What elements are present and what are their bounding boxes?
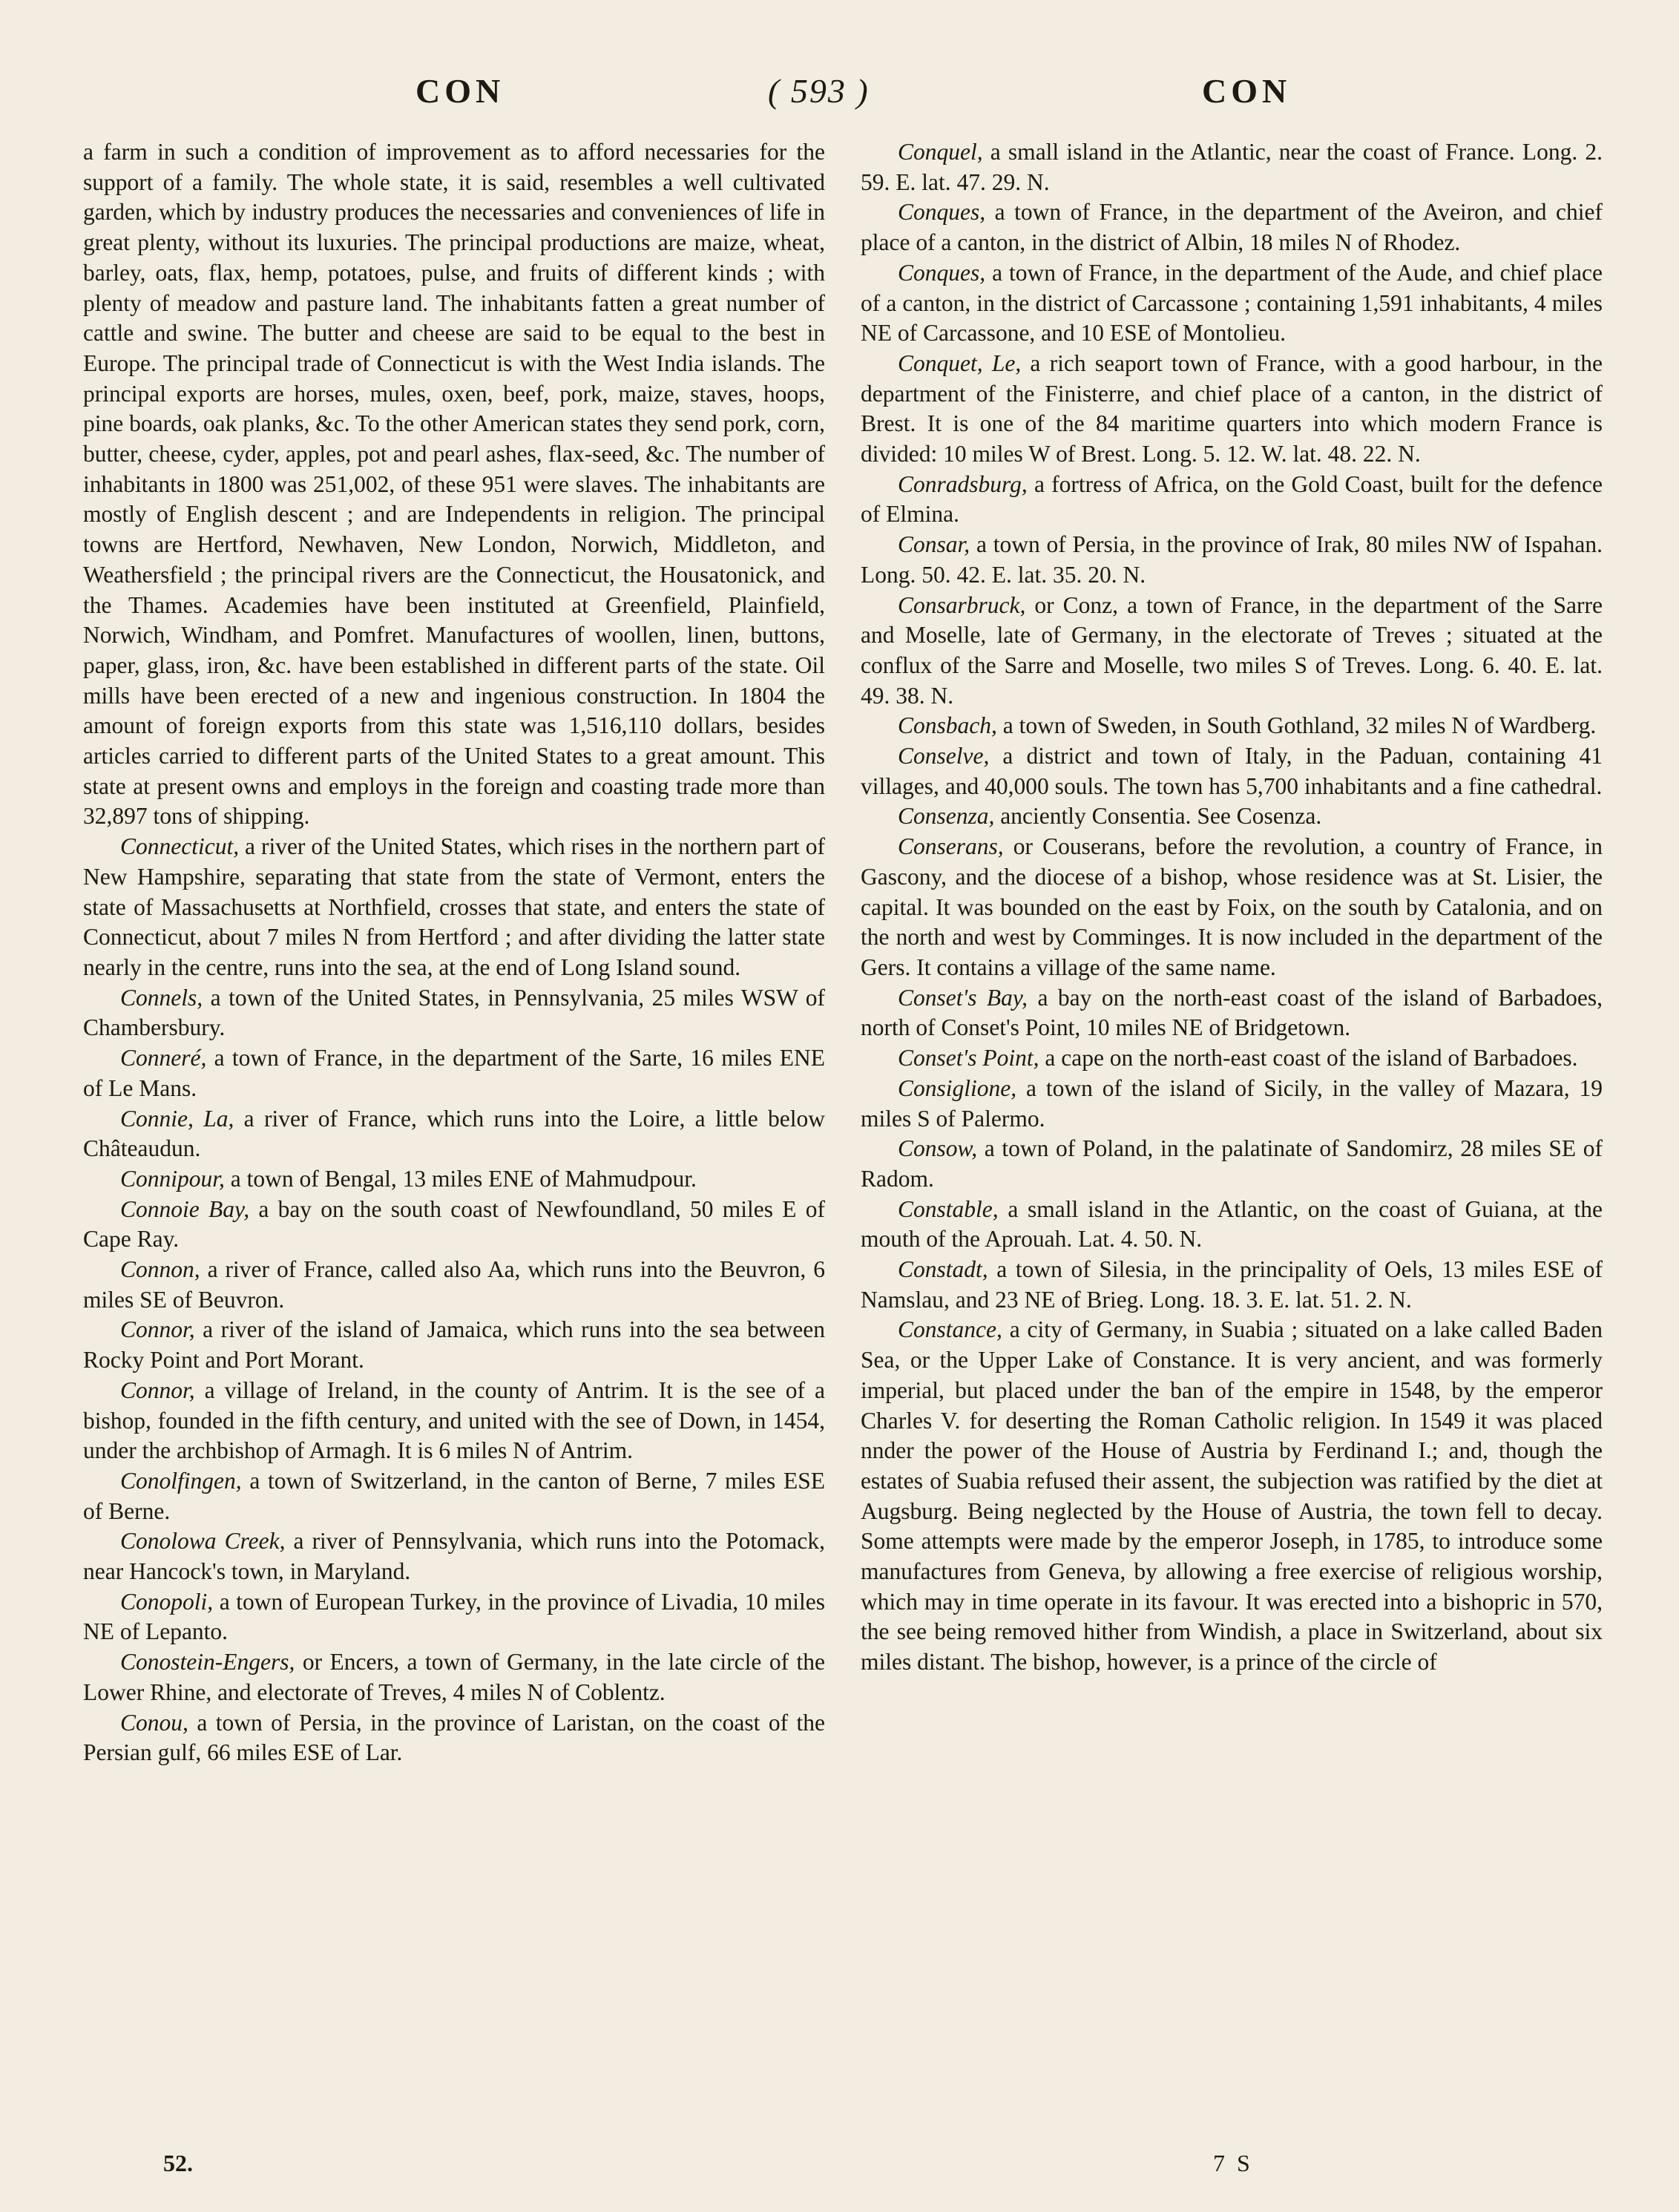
gazetteer-entry [83,137,825,832]
gazetteer-entry [861,1134,1603,1194]
entry-headword: Consar, [898,531,970,558]
entry-text: a town of Silesia, in the principality of Oels, 13 miles ESE of Namslau, and 23 NE of Brieg. Long. 18. 3. E. lat. 51. 2. N. [861,1256,1603,1313]
entry-text: a district and town of Italy, in the Paduan, containing 41 villages, and 40,000 souls. The town has 5,700 inhabitants and a fine cathedral. [861,743,1603,799]
entry-headword: Constance, [898,1316,1002,1343]
entry-text: a town of France, in the department of the Aude, and chief place of a canton, in the district of Carcassone ; containing 1,591 inhabitants, 4 miles NE of Carcassone, and 10 ESE of Montolieu. [861,259,1603,347]
gazetteer-entry [861,801,1603,832]
gazetteer-entry [861,591,1603,712]
entry-headword: Constable, [898,1195,999,1222]
entry-text: a village of Ireland, in the county of Antrim. It is the see of a bishop, founded in the fifth century, and united with the see of Down, in 1454, under the archbishop of Armagh. It is 6 miles N of Antrim. [83,1376,825,1464]
running-head [0,71,1679,116]
gazetteer-entry [83,1164,825,1195]
entry-headword: Conset's Point, [898,1045,1039,1071]
entry-text: a small island in the Atlantic, on the coast of Guiana, at the mouth of the Aprouah. Lat. 4. 50. N. [861,1195,1603,1253]
entry-headword: Conquel, [898,139,983,165]
entry-headword: Connor, [120,1376,195,1403]
entry-headword: Conset's Bay, [898,984,1028,1011]
entry-text: a small island in the Atlantic, near the coast of France. Long. 2. 59. E. lat. 47. 29. N. [861,139,1603,195]
gazetteer-entry [83,1647,825,1707]
gazetteer-entry [83,832,825,983]
left-column [83,137,825,1768]
entry-headword: Conneré, [120,1045,207,1071]
entry-text: a river of the United States, which rises in the northern part of New Hampshire, separating that state from the state of Vermont, enters the state of Massachusetts at Northfield, crosses that state, and enters the state of Connecticut, about 7 miles N from Hertford ; and after dividing the latter state nearly in the centre, runs into the sea, at the end of Long Island sound. [83,833,825,980]
gazetteer-entry [861,1195,1603,1255]
entry-text: or Encers, a town of Germany, in the late circle of the Lower Rhine, and electorate of Treves, 4 miles N of Coblentz. [83,1649,825,1705]
entry-text: a bay on the north-east coast of the island of Barbadoes, north of Conset's Point, 10 miles NE of Bridgetown. [861,984,1603,1041]
entry-headword: Conques, [898,259,986,286]
entry-headword: Consarbruck, [898,591,1026,618]
right-column [861,137,1603,1678]
entry-text: anciently Consentia. See Cosenza. [994,803,1322,830]
entry-text: a town of the United States, in Pennsylvania, 25 miles WSW of Chambersbury. [83,984,825,1041]
entry-text: a farm in such a condition of improvement as to afford necessaries for the support of a family. The whole state, it is said, resembles a well cultivated garden, which by industry produces the necessaries and conveniences of life in great plenty, without its luxuries. The principal productions are maize, wheat, barley, oats, flax, hemp, potatoes, pulse, and fruits of different kinds ; with plenty of meadow and pasture land. The inhabitants fatten a great number of cattle and swine. The butter and cheese are said to be equal to the best in Europe. The principal trade of Connecticut is with the West India islands. The principal exports are horses, mules, oxen, beef, pork, maize, staves, hoops, pine boards, oak planks, &c. To the other American states they send pork, corn, butter, cheese, cyder, apples, pot and pearl ashes, flax-seed, &c. The number of inhabitants in 1800 was 251,002, of these 951 were slaves. The inhabitants are mostly of English descent ; and are Independents in religion. The principal towns are Hertford, Newhaven, New London, Norwich, Middleton, and Weathersfield ; the principal rivers are the Connecticut, the Housatonick, and the Thames. Academies have been instituted at Greenfield, Plainfield, Norwich, Windham, and Pomfret. Manufactures of woollen, linen, buttons, paper, glass, iron, &c. have been established in different parts of the state. Oil mills have been erected of a new and ingenious construction. In 1804 the amount of foreign exports from this state was 1,516,110 dollars, besides articles carried to different parts of the United States to a great amount. This state at present owns and employs in the foreign and coasting trade more than 32,897 tons of shipping. [83,139,825,830]
entry-headword: Conserans, [898,833,1004,860]
entry-headword: Connon, [120,1256,200,1283]
entry-headword: Constadt, [898,1256,988,1283]
gazetteer-entry [861,470,1603,530]
gazetteer-entry [861,1255,1603,1315]
gazetteer-entry [83,1043,825,1103]
entry-text: or Conz, a town of France, in the department of the Sarre and Moselle, late of Germany, in the electorate of Treves ; situated at the conflux of the Sarre and Moselle, two miles S of Treves. Long. 6. 40. E. lat. 49. 38. N. [861,591,1603,709]
entry-text: a town of Poland, in the palatinate of Sandomirz, 28 miles SE of Radom. [861,1135,1603,1192]
gazetteer-entry [861,530,1603,590]
entry-headword: Consenza, [898,803,995,830]
signature-mark: 52. [163,2150,193,2176]
entry-headword: Conolfingen, [120,1467,242,1494]
entry-text: a river of the island of Jamaica, which runs into the sea between Rocky Point and Port Morant. [83,1316,825,1374]
gazetteer-entry [83,983,825,1043]
gazetteer-entry [861,1315,1603,1677]
entry-text: a river of France, which runs into the Loire, a little below Châteaudun. [83,1105,825,1162]
gazetteer-entry [83,1376,825,1466]
entry-headword: Conolowa Creek, [120,1528,286,1555]
entry-headword: Connoie Bay, [120,1195,250,1222]
gazetteer-entry [861,1043,1603,1074]
entry-text: a town of Persia, in the province of Irak, 80 miles NW of Ispahan. Long. 50. 42. E. lat. 35. 20. N. [861,531,1603,588]
running-head-right: CON [1202,72,1292,110]
entry-headword: Consow, [898,1135,978,1162]
gazetteer-entry [861,741,1603,801]
gazetteer-entry [83,1195,825,1255]
entry-headword: Conou, [120,1709,188,1736]
entry-headword: Connipour, [120,1165,225,1192]
entry-headword: Consbach, [898,712,997,739]
entry-text: a fortress of Africa, on the Gold Coast, built for the defence of Elmina. [861,470,1603,528]
entry-headword: Consiglione, [898,1074,1017,1101]
gazetteer-entry [83,1708,825,1768]
entry-text: a city of Germany, in Suabia ; situated on a lake called Baden Sea, or the Upper Lake of Constance. It is very ancient, and was formerly imperial, but placed under the ban of the empire in 1548, by the emperor Charles V. for deserting the Roman Catholic religion. In 1549 it was placed nnder the power of the House of Austria by Ferdinand I.; and, though the estates of Suabia refused their assent, the subjection was ratified by the diet at Augsburg. Being neglected by the House of Austria, the town fell to decay. Some attempts were made by the emperor Joseph, in 1785, to introduce some manufactures from Geneva, by allowing a free exercise of religious worship, which may in time operate in its favour. It was erected into a bishopric in 570, the see being removed hither from Windish, a place in Switzerland, about six miles distant. The bishop, however, is a prince of the circle of [861,1316,1603,1676]
entry-headword: Connor, [120,1316,195,1343]
gazetteer-entry [861,983,1603,1043]
entry-text: a town of Sweden, in South Gothland, 32 miles N of Wardberg. [996,712,1597,739]
entry-text: a bay on the south coast of Newfoundland, 50 miles E of Cape Ray. [83,1195,825,1253]
entry-text: a cape on the north-east coast of the island of Barbadoes. [1039,1045,1578,1071]
gazetteer-entry [83,1526,825,1586]
gazetteer-entry [83,1104,825,1164]
gazetteer-entry [861,349,1603,470]
entry-headword: Connecticut, [120,833,240,860]
gazetteer-entry [861,1074,1603,1134]
page-number: ( 593 ) [768,72,870,110]
gazetteer-entry [861,137,1603,197]
entry-headword: Conradsburg, [898,470,1028,497]
entry-headword: Conopoli, [120,1588,214,1615]
entry-text: a river of France, called also Aa, which runs into the Beuvron, 6 miles SE of Beuvron. [83,1256,825,1313]
entry-headword: Connie, La, [120,1105,234,1132]
gazetteer-entry [861,832,1603,983]
gazetteer-entry [83,1315,825,1375]
gazetteer-entry [83,1587,825,1647]
gazetteer-entry [83,1255,825,1315]
entry-headword: Connels, [120,984,203,1011]
gazetteer-entry [861,711,1603,741]
entry-text: a rich seaport town of France, with a good harbour, in the department of the Finisterre, and chief place of a canton, in the district of Brest. It is one of the 84 maritime quarters into which modern France is divided: 10 miles W of Brest. Long. 5. 12. W. lat. 48. 22. N. [861,349,1603,467]
entry-text: a town of France, in the department of the Aveiron, and chief place of a canton, in the district of Albin, 18 miles N of Rhodez. [861,199,1603,256]
entry-text: a town of Switzerland, in the canton of Berne, 7 miles ESE of Berne. [83,1467,825,1524]
entry-headword: Conquet, Le, [898,349,1022,376]
entry-text: a town of the island of Sicily, in the valley of Mazara, 19 miles S of Palermo. [861,1074,1603,1132]
entry-headword: Conques, [898,199,986,226]
entry-text: or Couserans, before the revolution, a country of France, in Gascony, and the diocese of a bishop, whose residence was at St. Lisier, the capital. It was bounded on the east by Foix, on the south by Catalonia, and on the north and west by Comminges. It is now included in the department of the Gers. It contains a village of the same name. [861,833,1603,980]
entry-headword: Conostein-Engers, [120,1649,295,1676]
gazetteer-entry [861,197,1603,257]
gazetteer-entry [861,258,1603,349]
running-head-left: CON [415,72,505,110]
entry-text: a river of Pennsylvania, which runs into the Potomack, near Hancock's town, in Maryland. [83,1528,826,1585]
entry-text: a town of European Turkey, in the province of Livadia, 10 miles NE of Lepanto. [83,1588,825,1645]
entry-text: a town of Bengal, 13 miles ENE of Mahmudpour. [224,1165,697,1192]
gazetteer-entry [83,1466,825,1526]
entry-headword: Conselve, [898,743,990,769]
catchword: 7 S [1213,2150,1253,2176]
entry-text: a town of France, in the department of the Sarte, 16 miles ENE of Le Mans. [83,1045,825,1101]
entry-text: a town of Persia, in the province of Laristan, on the coast of the Persian gulf, 66 miles ESE of Lar. [83,1709,825,1766]
